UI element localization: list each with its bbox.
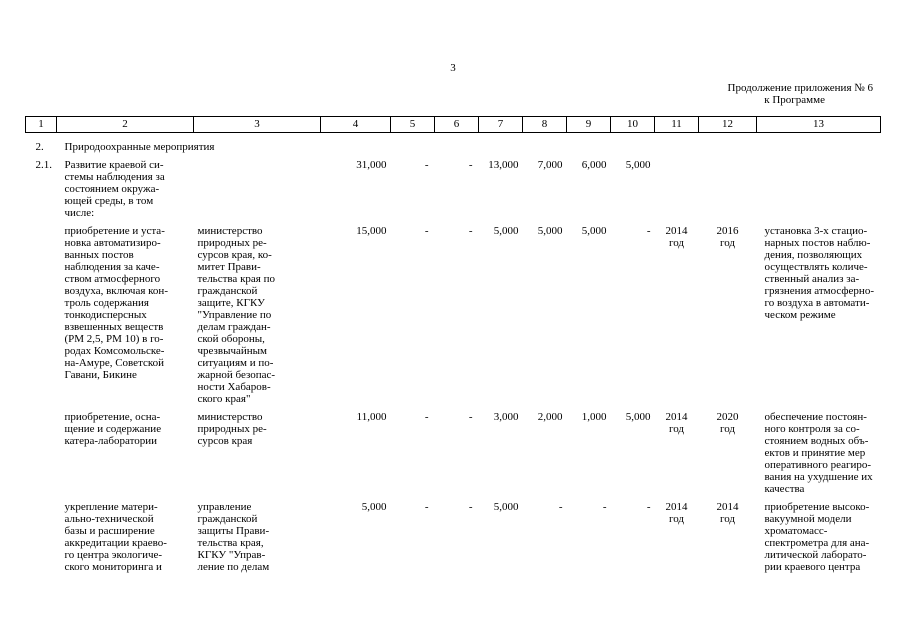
column-header-6: 6: [435, 117, 479, 133]
appendix-note: [690, 82, 875, 106]
measure-name: приобретение, осна- щение и содержание катера-лаборатории: [64, 411, 162, 447]
appendix-note-line1: Продолжение приложения № 6: [727, 82, 873, 94]
end-year: 2020 год: [716, 411, 739, 435]
total-amount: 5,000: [361, 501, 387, 513]
program-table: [25, 116, 881, 573]
amount-col10: 5,000: [625, 411, 651, 423]
executor: управление гражданской защиты Прави- тельства края, КГКУ "Управ- ление по делам: [197, 501, 270, 573]
column-header-1: 1: [26, 117, 57, 133]
appendix-note-line2: к Программе: [764, 94, 825, 106]
amount-col8: 5,000: [537, 225, 563, 237]
section-number: 2.: [35, 141, 44, 153]
expected-result: обеспечение постоян- ного контроля за со- стоянием водных объ- ектов и принятие мер оперативного реагиро- вания на ухудшение их качества: [764, 411, 873, 495]
amount-col5: -: [424, 501, 429, 513]
column-header-10: 10: [611, 117, 655, 133]
amount-col8: -: [558, 501, 563, 513]
amount-col5: -: [424, 411, 429, 423]
end-year: 2014 год: [716, 501, 739, 525]
column-header-9: 9: [567, 117, 611, 133]
row-number: [26, 405, 57, 495]
table-row: [26, 153, 881, 219]
amount-col6: -: [468, 225, 473, 237]
column-header-12: 12: [699, 117, 757, 133]
header-row: [26, 117, 881, 133]
column-header-8: 8: [523, 117, 567, 133]
column-header-2: 2: [57, 117, 194, 133]
section-title: Природоохранные мероприятия: [64, 141, 215, 153]
table-row: [26, 495, 881, 573]
amount-col8: 7,000: [537, 159, 563, 171]
page-number: 3: [450, 62, 456, 74]
start-year: [655, 153, 699, 219]
amount-col7: 3,000: [493, 411, 519, 423]
column-header-7: 7: [479, 117, 523, 133]
expected-result: [757, 153, 881, 219]
amount-col5: -: [424, 225, 429, 237]
amount-col7: 5,000: [493, 225, 519, 237]
row-number: 2.1.: [35, 159, 52, 171]
expected-result: приобретение высоко- вакуумной модели хроматомасс- спектрометра для ана- литической лаборато- рии краевого центра: [764, 501, 870, 573]
column-header-5: 5: [391, 117, 435, 133]
end-year: [699, 153, 757, 219]
end-year: 2016 год: [716, 225, 739, 249]
total-amount: 31,000: [356, 159, 387, 171]
measure-name: укрепление матери- ально-технической базы и расширение аккредитации краево- го центра экологиче- ского мониторинга и: [64, 501, 167, 573]
row-number: [26, 219, 57, 405]
column-header-13: 13: [757, 117, 881, 133]
amount-col6: -: [468, 501, 473, 513]
total-amount: 11,000: [356, 411, 387, 423]
amount-col9: -: [602, 501, 607, 513]
start-year: 2014 год: [665, 225, 688, 249]
start-year: 2014 год: [665, 501, 688, 525]
measure-name: приобретение и уста- новка автоматизиро- ванных постов наблюдения за каче- ством атмосферного воздуха, включая кон- троль содержания тонкодисперсных взвешенных веществ (PM 2,5, PM 10) в го- родах Комсомольске- на-Амуре, Советской Гавани, Бикине: [64, 225, 168, 381]
amount-col5: -: [424, 159, 429, 171]
section-row: [26, 133, 881, 154]
executor: министерство природных ре- сурсов края: [197, 411, 267, 447]
table-row: [26, 219, 881, 405]
column-header-3: 3: [194, 117, 321, 133]
amount-col6: -: [468, 159, 473, 171]
executor: [194, 153, 321, 219]
start-year: 2014 год: [665, 411, 688, 435]
amount-col10: 5,000: [625, 159, 651, 171]
amount-col6: -: [468, 411, 473, 423]
amount-col9: 6,000: [581, 159, 607, 171]
amount-col8: 2,000: [537, 411, 563, 423]
amount-col10: -: [646, 225, 651, 237]
amount-col10: -: [646, 501, 651, 513]
row-number: [26, 495, 57, 573]
amount-col9: 1,000: [581, 411, 607, 423]
amount-col9: 5,000: [581, 225, 607, 237]
expected-result: установка 3-х стацио- нарных постов наблю- дения, позволяющих осуществлять количе- ственный анализ за- грязнения атмосферно- го воздуха в автомати- ческом режиме: [764, 225, 874, 321]
measure-name: Развитие краевой си- стемы наблюдения за состоянием окружа- ющей среды, в том числе:: [64, 159, 165, 219]
column-header-4: 4: [321, 117, 391, 133]
amount-col7: 13,000: [488, 159, 519, 171]
column-header-11: 11: [655, 117, 699, 133]
amount-col7: 5,000: [493, 501, 519, 513]
executor: министерство природных ре- сурсов края, ко- митет Прави- тельства края по гражданской защите, КГКУ "Управление по делам граждан- ской обороны, чрезвычайным ситуациям и по- жарной безопас- ности Хабаров- ского края": [197, 225, 276, 405]
total-amount: 15,000: [356, 225, 387, 237]
table-row: [26, 405, 881, 495]
